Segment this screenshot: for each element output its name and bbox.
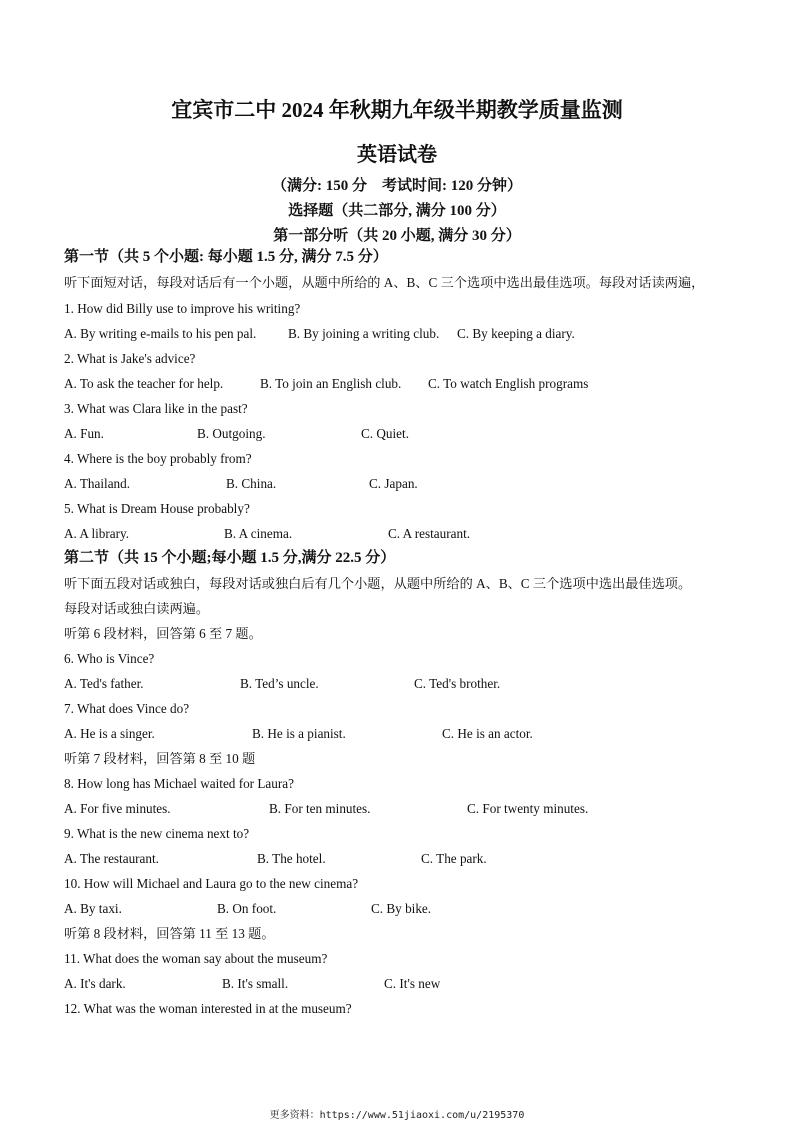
section1-instruction: 听下面短对话，每段对话后有一个小题，从题中所给的 A、B、C 三个选项中选出最佳选项。每段对话读两遍，: [64, 275, 705, 290]
question-3: 3. What was Clara like in the past?: [64, 401, 248, 416]
q1-option-b: B. By joining a writing club.: [288, 326, 440, 341]
section2-heading: 第二节（共 15 个小题;每小题 1.5 分,满分 22.5 分）: [64, 550, 396, 566]
q8-option-b: B. For ten minutes.: [269, 801, 371, 816]
footer-link[interactable]: 更多资料：https://www.51jiaoxi.com/u/2195370: [269, 1110, 525, 1121]
question-6: 6. Who is Vince?: [64, 651, 155, 666]
question-7: 7. What does Vince do?: [64, 701, 190, 716]
q10-option-b: B. On foot.: [217, 901, 277, 916]
question-1: 1. How did Billy use to improve his writing?: [64, 301, 301, 316]
q5-option-b: B. A cinema.: [224, 526, 293, 541]
question-5: 5. What is Dream House probably?: [64, 501, 250, 516]
question-12: 12. What was the woman interested in at the museum?: [64, 1001, 352, 1016]
q8-option-c: C. For twenty minutes.: [467, 801, 589, 816]
exam-subtitle: 英语试卷: [357, 144, 437, 166]
section2-instruction-1: 听下面五段对话或独白，每段对话或独白后有几个小题，从题中所给的 A、B、C 三个选项中选出最佳选项。: [64, 576, 692, 591]
choice-part-heading: 选择题（共二部分, 满分 100 分）: [288, 203, 506, 219]
q11-option-c: C. It's new: [384, 976, 441, 991]
material-6-note: 听第 6 段材料，回答第 6 至 7 题。: [64, 626, 262, 641]
q2-option-c: C. To watch English programs: [428, 376, 589, 391]
question-9: 9. What is the new cinema next to?: [64, 826, 250, 841]
q1-option-a: A. By writing e-mails to his pen pal.: [64, 326, 257, 341]
q11-option-b: B. It's small.: [222, 976, 289, 991]
section1-heading: 第一节（共 5 个小题: 每小题 1.5 分, 满分 7.5 分）: [64, 249, 388, 265]
q11-option-a: A. It's dark.: [64, 976, 126, 991]
q7-option-c: C. He is an actor.: [442, 726, 533, 741]
q6-option-a: A. Ted's father.: [64, 676, 144, 691]
exam-title: 宜宾市二中 2024 年秋期九年级半期教学质量监测: [171, 98, 623, 122]
q7-option-a: A. He is a singer.: [64, 726, 155, 741]
question-8: 8. How long has Michael waited for Laura?: [64, 776, 294, 791]
material-8-note: 听第 8 段材料，回答第 11 至 13 题。: [64, 926, 275, 941]
listening-part-heading: 第一部分听（共 20 小题, 满分 30 分）: [273, 228, 521, 244]
q10-option-c: C. By bike.: [371, 901, 432, 916]
q6-option-b: B. Ted’s uncle.: [240, 676, 319, 691]
q4-option-c: C. Japan.: [369, 476, 418, 491]
q3-option-c: C. Quiet.: [361, 426, 409, 441]
q2-option-b: B. To join an English club.: [260, 376, 402, 391]
q5-option-c: C. A restaurant.: [388, 526, 471, 541]
q4-option-a: A. Thailand.: [64, 476, 131, 491]
q9-option-a: A. The restaurant.: [64, 851, 159, 866]
q9-option-b: B. The hotel.: [257, 851, 326, 866]
question-2: 2. What is Jake's advice?: [64, 351, 196, 366]
score-time: （满分: 150 分 考试时间: 120 分钟）: [272, 178, 522, 194]
q3-option-b: B. Outgoing.: [197, 426, 266, 441]
q3-option-a: A. Fun.: [64, 426, 104, 441]
question-10: 10. How will Michael and Laura go to the new cinema?: [64, 876, 359, 891]
q1-option-c: C. By keeping a diary.: [457, 326, 575, 341]
q2-option-a: A. To ask the teacher for help.: [64, 376, 224, 391]
q10-option-a: A. By taxi.: [64, 901, 122, 916]
q8-option-a: A. For five minutes.: [64, 801, 171, 816]
q9-option-c: C. The park.: [421, 851, 487, 866]
section2-instruction-2: 每段对话或独白读两遍。: [64, 601, 210, 616]
q7-option-b: B. He is a pianist.: [252, 726, 346, 741]
q4-option-b: B. China.: [226, 476, 277, 491]
question-4: 4. Where is the boy probably from?: [64, 451, 252, 466]
q6-option-c: C. Ted's brother.: [414, 676, 501, 691]
material-7-note: 听第 7 段材料，回答第 8 至 10 题: [64, 751, 256, 766]
q5-option-a: A. A library.: [64, 526, 130, 541]
question-11: 11. What does the woman say about the museum?: [64, 951, 328, 966]
